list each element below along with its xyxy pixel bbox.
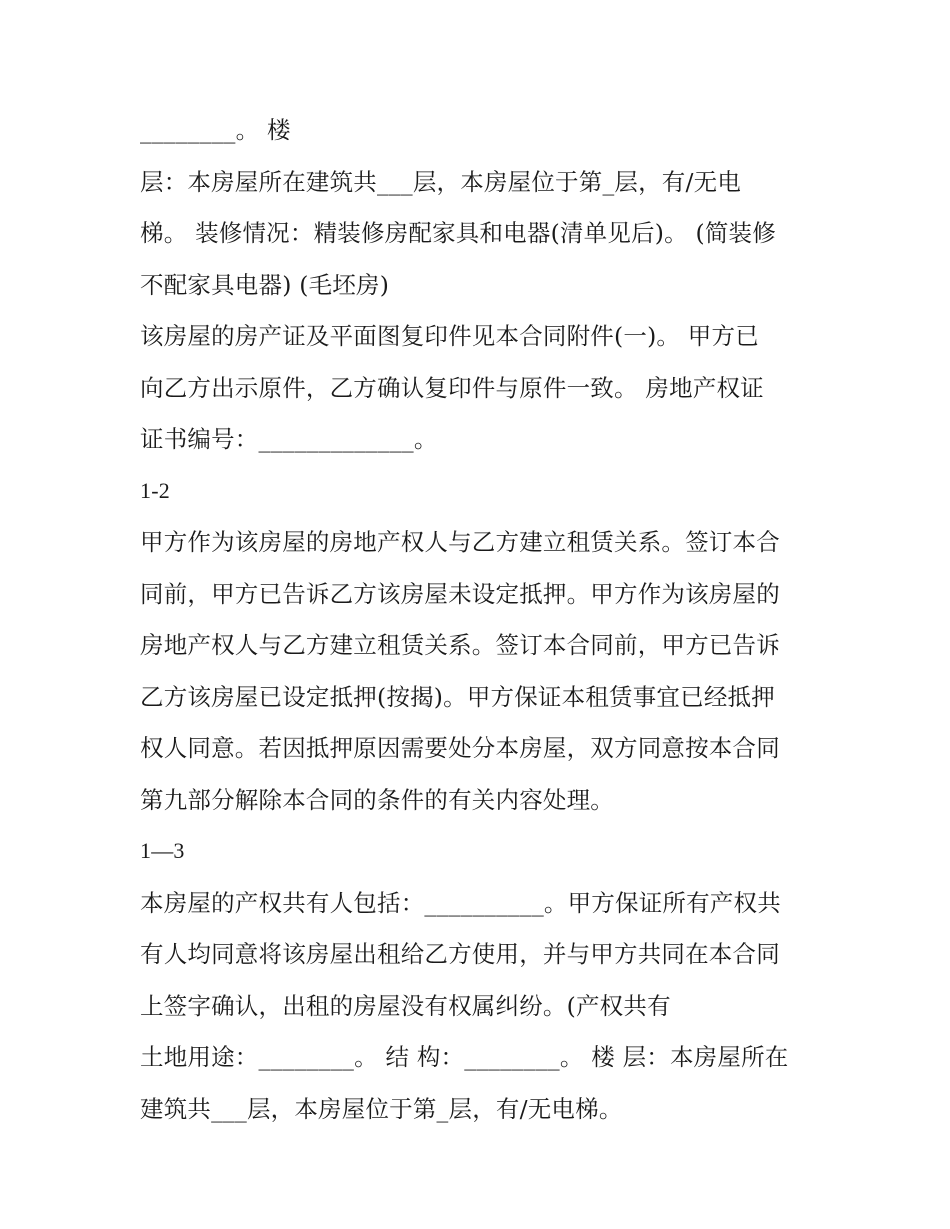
text-line: 权人同意。若因抵押原因需要处分本房屋，双方同意按本合同 — [140, 734, 780, 762]
text-line: 房地产权人与乙方建立租赁关系。签订本合同前，甲方已告诉 — [140, 631, 780, 659]
text-line: 土地用途：________。 结 构：________。 楼 层：本房屋所在 — [140, 1043, 789, 1071]
text-line: 第九部分解除本合同的条件的有关内容处理。 — [140, 785, 614, 814]
text-line: 本房屋的产权共有人包括：__________。甲方保证所有产权共 — [140, 888, 781, 917]
text-line: 证书编号：_____________。 — [140, 425, 438, 453]
document-body — [140, 108, 830, 1138]
section-number: 1-2 — [140, 477, 170, 503]
text-line: ________。 楼 — [140, 116, 291, 144]
text-line: 不配家具电器) (毛坯房) — [140, 270, 390, 299]
text-line: 甲方作为该房屋的房地产权人与乙方建立租赁关系。签订本合 — [140, 528, 780, 556]
text-line: 有人均同意将该房屋出租给乙方使用，并与甲方共同在本合同 — [140, 940, 780, 968]
text-line: 层：本房屋所在建筑共___层，本房屋位于第_层，有/无电 — [140, 167, 742, 196]
section-number: 1—3 — [140, 838, 185, 863]
text-line: 梯。 装修情况：精装修房配家具和电器(清单见后)。 (简装修 — [140, 219, 776, 247]
text-line: 乙方该房屋已设定抵押(按揭)。甲方保证本租赁事宜已经抵押 — [140, 682, 775, 711]
text-line: 上签字确认，出租的房屋没有权属纠纷。(产权共有 — [140, 991, 671, 1020]
text-line: 建筑共___层，本房屋位于第_层，有/无电梯。 — [140, 1094, 623, 1123]
text-line: 向乙方出示原件，乙方确认复印件与原件一致。 房地产权证 — [140, 373, 764, 402]
text-line: 该房屋的房产证及平面图复印件见本合同附件(一)。 甲方已 — [140, 322, 759, 350]
text-line: 同前，甲方已告诉乙方该房屋未设定抵押。甲方作为该房屋的 — [140, 579, 780, 608]
